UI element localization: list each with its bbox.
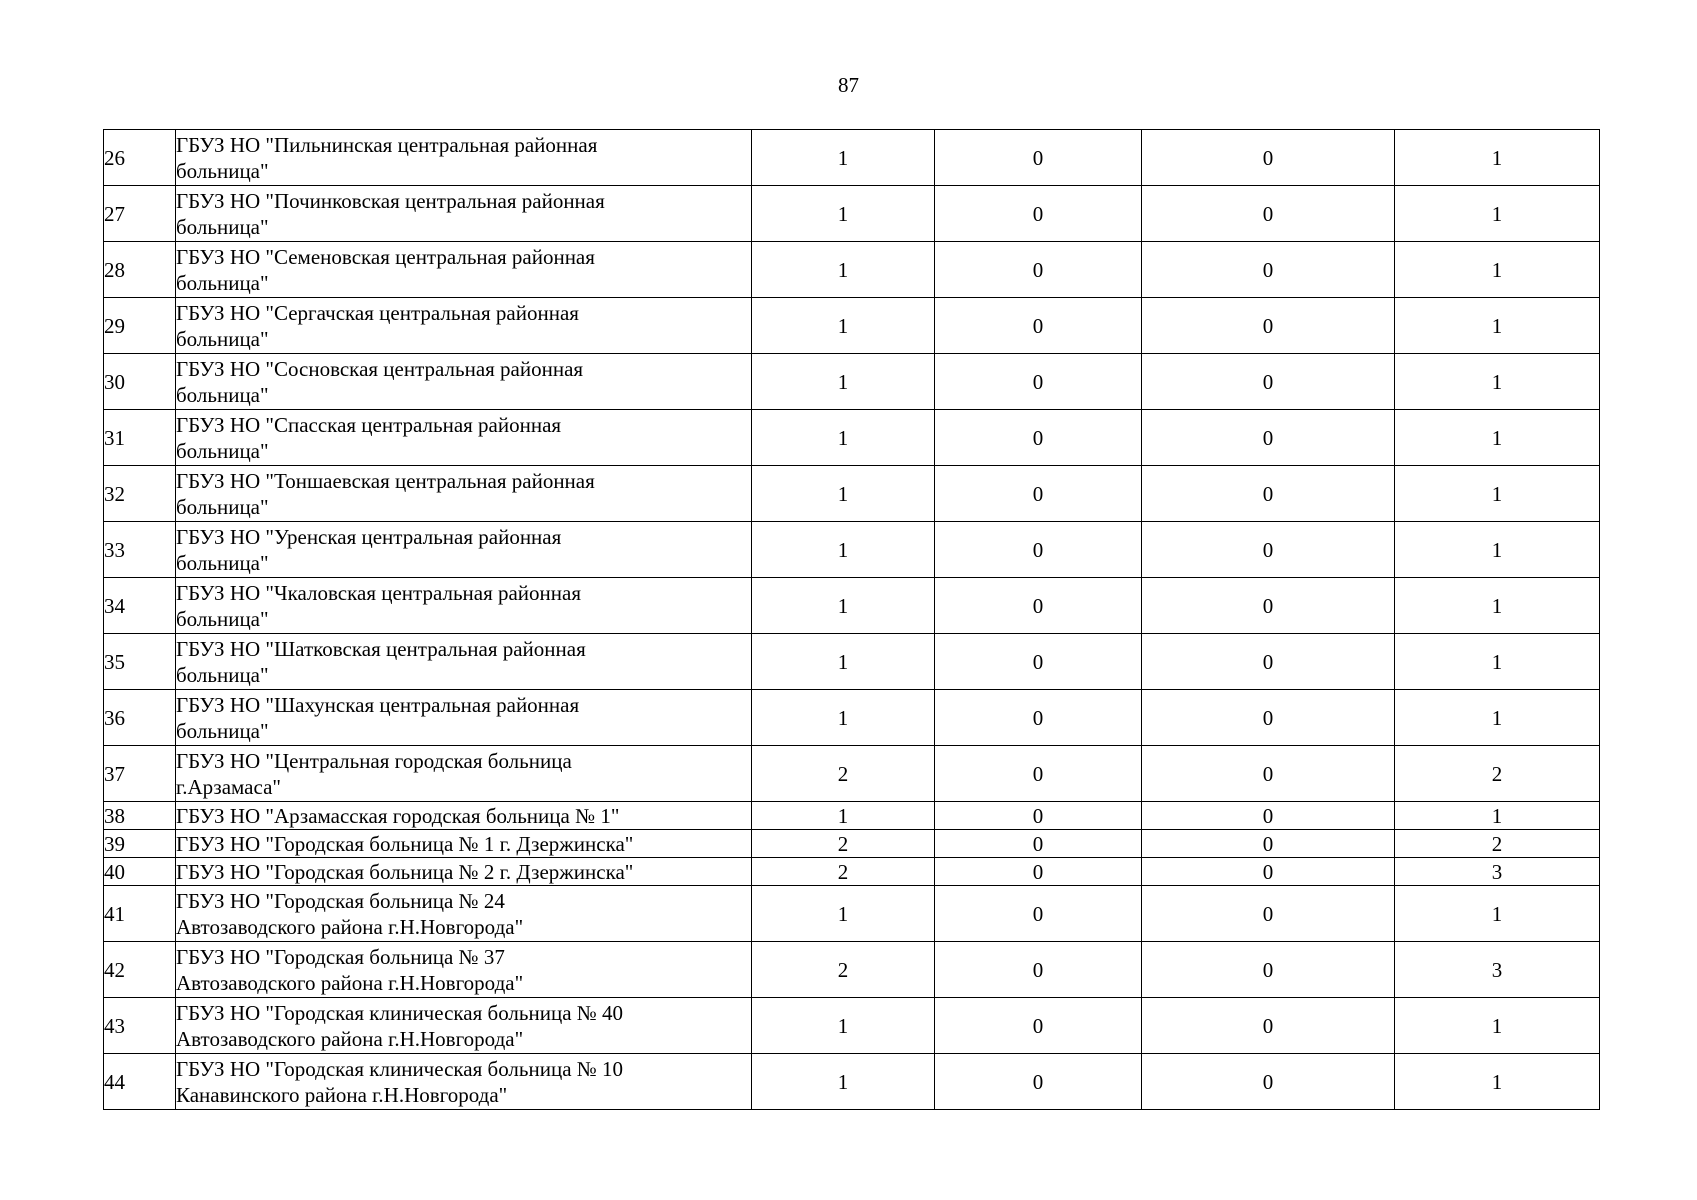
value-cell-v3: 0 bbox=[1142, 690, 1395, 746]
institution-name-line: больница" bbox=[176, 438, 269, 463]
value-cell-v3: 0 bbox=[1142, 186, 1395, 242]
institution-name-line: ГБУЗ НО "Шатковская центральная районная bbox=[176, 636, 586, 661]
table-row bbox=[104, 298, 1600, 354]
value-cell-v4: 1 bbox=[1395, 522, 1600, 578]
institution-name-line: больница" bbox=[176, 270, 269, 295]
value-cell-v3: 0 bbox=[1142, 858, 1395, 886]
institution-name-line: Канавинского района г.Н.Новгорода" bbox=[176, 1082, 508, 1107]
value-cell-v2: 0 bbox=[935, 298, 1142, 354]
institution-name-cell bbox=[176, 410, 752, 466]
value-cell-v4: 1 bbox=[1395, 242, 1600, 298]
institution-name-line: ГБУЗ НО "Сосновская центральная районная bbox=[176, 356, 584, 381]
value-cell-v3: 0 bbox=[1142, 130, 1395, 186]
institution-name-cell bbox=[176, 690, 752, 746]
value-cell-v2: 0 bbox=[935, 886, 1142, 942]
value-cell-v1: 1 bbox=[752, 242, 935, 298]
value-cell-v2: 0 bbox=[935, 578, 1142, 634]
institution-name-cell bbox=[176, 466, 752, 522]
row-number-cell: 29 bbox=[104, 298, 176, 354]
value-cell-v1: 1 bbox=[752, 186, 935, 242]
value-cell-v2: 0 bbox=[935, 998, 1142, 1054]
institution-name-line: ГБУЗ НО "Городская клиническая больница № 10 bbox=[176, 1056, 624, 1081]
value-cell-v4: 3 bbox=[1395, 858, 1600, 886]
value-cell-v2: 0 bbox=[935, 830, 1142, 858]
table-body bbox=[104, 130, 1600, 1110]
institution-name-cell bbox=[176, 298, 752, 354]
row-number-cell: 27 bbox=[104, 186, 176, 242]
table-row bbox=[104, 1054, 1600, 1110]
row-number-cell: 37 bbox=[104, 746, 176, 802]
value-cell-v1: 1 bbox=[752, 298, 935, 354]
institution-name-line: ГБУЗ НО "Спасская центральная районная bbox=[176, 412, 562, 437]
value-cell-v3: 0 bbox=[1142, 886, 1395, 942]
institution-name-line: больница" bbox=[176, 326, 269, 351]
table-row bbox=[104, 886, 1600, 942]
value-cell-v4: 1 bbox=[1395, 802, 1600, 830]
value-cell-v2: 0 bbox=[935, 186, 1142, 242]
table-row bbox=[104, 746, 1600, 802]
institution-name-line: ГБУЗ НО "Шахунская центральная районная bbox=[176, 692, 580, 717]
row-number-cell: 26 bbox=[104, 130, 176, 186]
institution-name-line: больница" bbox=[176, 494, 269, 519]
value-cell-v1: 2 bbox=[752, 830, 935, 858]
value-cell-v1: 2 bbox=[752, 746, 935, 802]
value-cell-v4: 1 bbox=[1395, 886, 1600, 942]
institution-name-cell bbox=[176, 186, 752, 242]
value-cell-v2: 0 bbox=[935, 942, 1142, 998]
institution-name-line: ГБУЗ НО "Чкаловская центральная районная bbox=[176, 580, 581, 605]
institution-name-line: ГБУЗ НО "Починковская центральная районная bbox=[176, 188, 605, 213]
table-row bbox=[104, 858, 1600, 886]
value-cell-v4: 1 bbox=[1395, 130, 1600, 186]
table-row bbox=[104, 998, 1600, 1054]
value-cell-v4: 2 bbox=[1395, 830, 1600, 858]
row-number-cell: 35 bbox=[104, 634, 176, 690]
value-cell-v4: 1 bbox=[1395, 354, 1600, 410]
row-number-cell: 41 bbox=[104, 886, 176, 942]
value-cell-v3: 0 bbox=[1142, 634, 1395, 690]
value-cell-v1: 2 bbox=[752, 942, 935, 998]
value-cell-v4: 1 bbox=[1395, 634, 1600, 690]
value-cell-v2: 0 bbox=[935, 634, 1142, 690]
value-cell-v2: 0 bbox=[935, 522, 1142, 578]
table-row bbox=[104, 942, 1600, 998]
institution-name-cell bbox=[176, 746, 752, 802]
row-number-cell: 34 bbox=[104, 578, 176, 634]
institution-name-cell bbox=[176, 830, 752, 858]
table-row bbox=[104, 354, 1600, 410]
institution-name-cell bbox=[176, 886, 752, 942]
table-row bbox=[104, 186, 1600, 242]
row-number-cell: 40 bbox=[104, 858, 176, 886]
row-number-cell: 38 bbox=[104, 802, 176, 830]
value-cell-v3: 0 bbox=[1142, 746, 1395, 802]
value-cell-v1: 1 bbox=[752, 354, 935, 410]
value-cell-v2: 0 bbox=[935, 354, 1142, 410]
institution-name-line: ГБУЗ НО "Арзамасская городская больница № 1" bbox=[176, 803, 620, 828]
institution-name-cell bbox=[176, 130, 752, 186]
table-row bbox=[104, 802, 1600, 830]
institution-name-cell bbox=[176, 1054, 752, 1110]
row-number-cell: 33 bbox=[104, 522, 176, 578]
value-cell-v2: 0 bbox=[935, 802, 1142, 830]
institution-name-line: г.Арзамаса" bbox=[176, 774, 281, 799]
institution-name-line: ГБУЗ НО "Сергачская центральная районная bbox=[176, 300, 579, 325]
value-cell-v1: 1 bbox=[752, 634, 935, 690]
hospital-table bbox=[103, 129, 1600, 1110]
institution-name-line: ГБУЗ НО "Пильнинская центральная районная bbox=[176, 132, 598, 157]
table-row bbox=[104, 410, 1600, 466]
row-number-cell: 32 bbox=[104, 466, 176, 522]
institution-name-cell bbox=[176, 522, 752, 578]
institution-name-line: ГБУЗ НО "Уренская центральная районная bbox=[176, 524, 562, 549]
institution-name-line: ГБУЗ НО "Центральная городская больница bbox=[176, 748, 572, 773]
row-number-cell: 44 bbox=[104, 1054, 176, 1110]
institution-name-line: больница" bbox=[176, 606, 269, 631]
value-cell-v2: 0 bbox=[935, 466, 1142, 522]
table-row bbox=[104, 466, 1600, 522]
institution-name-line: Автозаводского района г.Н.Новгорода" bbox=[176, 914, 524, 939]
value-cell-v2: 0 bbox=[935, 858, 1142, 886]
institution-name-line: ГБУЗ НО "Городская больница № 2 г. Дзержинска" bbox=[176, 859, 634, 884]
value-cell-v4: 1 bbox=[1395, 410, 1600, 466]
value-cell-v4: 1 bbox=[1395, 998, 1600, 1054]
institution-name-line: больница" bbox=[176, 214, 269, 239]
page-number: 87 bbox=[838, 73, 859, 97]
value-cell-v1: 1 bbox=[752, 410, 935, 466]
institution-name-line: больница" bbox=[176, 158, 269, 183]
institution-name-line: больница" bbox=[176, 662, 269, 687]
value-cell-v1: 1 bbox=[752, 802, 935, 830]
value-cell-v1: 1 bbox=[752, 466, 935, 522]
value-cell-v1: 1 bbox=[752, 998, 935, 1054]
value-cell-v3: 0 bbox=[1142, 998, 1395, 1054]
value-cell-v2: 0 bbox=[935, 690, 1142, 746]
value-cell-v3: 0 bbox=[1142, 298, 1395, 354]
value-cell-v2: 0 bbox=[935, 242, 1142, 298]
row-number-cell: 42 bbox=[104, 942, 176, 998]
value-cell-v4: 3 bbox=[1395, 942, 1600, 998]
institution-name-line: больница" bbox=[176, 550, 269, 575]
institution-name-line: ГБУЗ НО "Городская больница № 37 bbox=[176, 944, 505, 969]
row-number-cell: 30 bbox=[104, 354, 176, 410]
value-cell-v3: 0 bbox=[1142, 802, 1395, 830]
value-cell-v1: 1 bbox=[752, 578, 935, 634]
value-cell-v1: 1 bbox=[752, 130, 935, 186]
table-row bbox=[104, 522, 1600, 578]
value-cell-v3: 0 bbox=[1142, 1054, 1395, 1110]
table-row bbox=[104, 690, 1600, 746]
value-cell-v4: 1 bbox=[1395, 1054, 1600, 1110]
institution-name-cell bbox=[176, 578, 752, 634]
institution-name-cell bbox=[176, 634, 752, 690]
row-number-cell: 36 bbox=[104, 690, 176, 746]
value-cell-v1: 1 bbox=[752, 522, 935, 578]
value-cell-v1: 2 bbox=[752, 858, 935, 886]
institution-name-cell bbox=[176, 354, 752, 410]
institution-name-cell bbox=[176, 998, 752, 1054]
row-number-cell: 39 bbox=[104, 830, 176, 858]
institution-name-line: больница" bbox=[176, 718, 269, 743]
value-cell-v3: 0 bbox=[1142, 830, 1395, 858]
institution-name-cell bbox=[176, 242, 752, 298]
row-number-cell: 43 bbox=[104, 998, 176, 1054]
table-row bbox=[104, 578, 1600, 634]
row-number-cell: 31 bbox=[104, 410, 176, 466]
value-cell-v2: 0 bbox=[935, 130, 1142, 186]
table-row bbox=[104, 242, 1600, 298]
table-row bbox=[104, 830, 1600, 858]
institution-name-line: ГБУЗ НО "Городская больница № 1 г. Дзержинска" bbox=[176, 831, 634, 856]
row-number-cell: 28 bbox=[104, 242, 176, 298]
institution-name-line: ГБУЗ НО "Тоншаевская центральная районная bbox=[176, 468, 595, 493]
table-row bbox=[104, 634, 1600, 690]
value-cell-v4: 1 bbox=[1395, 578, 1600, 634]
institution-name-line: ГБУЗ НО "Городская клиническая больница № 40 bbox=[176, 1000, 624, 1025]
value-cell-v3: 0 bbox=[1142, 410, 1395, 466]
institution-name-cell bbox=[176, 858, 752, 886]
institution-name-line: больница" bbox=[176, 382, 269, 407]
value-cell-v2: 0 bbox=[935, 410, 1142, 466]
value-cell-v4: 1 bbox=[1395, 298, 1600, 354]
value-cell-v4: 1 bbox=[1395, 466, 1600, 522]
value-cell-v4: 1 bbox=[1395, 186, 1600, 242]
value-cell-v4: 1 bbox=[1395, 690, 1600, 746]
value-cell-v1: 1 bbox=[752, 1054, 935, 1110]
institution-name-cell bbox=[176, 802, 752, 830]
value-cell-v3: 0 bbox=[1142, 354, 1395, 410]
value-cell-v2: 0 bbox=[935, 1054, 1142, 1110]
value-cell-v3: 0 bbox=[1142, 242, 1395, 298]
institution-name-line: ГБУЗ НО "Городская больница № 24 bbox=[176, 888, 505, 913]
value-cell-v3: 0 bbox=[1142, 578, 1395, 634]
institution-name-line: Автозаводского района г.Н.Новгорода" bbox=[176, 1026, 524, 1051]
value-cell-v4: 2 bbox=[1395, 746, 1600, 802]
value-cell-v1: 1 bbox=[752, 886, 935, 942]
table-row bbox=[104, 130, 1600, 186]
value-cell-v3: 0 bbox=[1142, 466, 1395, 522]
value-cell-v3: 0 bbox=[1142, 942, 1395, 998]
value-cell-v1: 1 bbox=[752, 690, 935, 746]
value-cell-v3: 0 bbox=[1142, 522, 1395, 578]
value-cell-v2: 0 bbox=[935, 746, 1142, 802]
institution-name-line: Автозаводского района г.Н.Новгорода" bbox=[176, 970, 524, 995]
institution-name-line: ГБУЗ НО "Семеновская центральная районная bbox=[176, 244, 595, 269]
institution-name-cell bbox=[176, 942, 752, 998]
